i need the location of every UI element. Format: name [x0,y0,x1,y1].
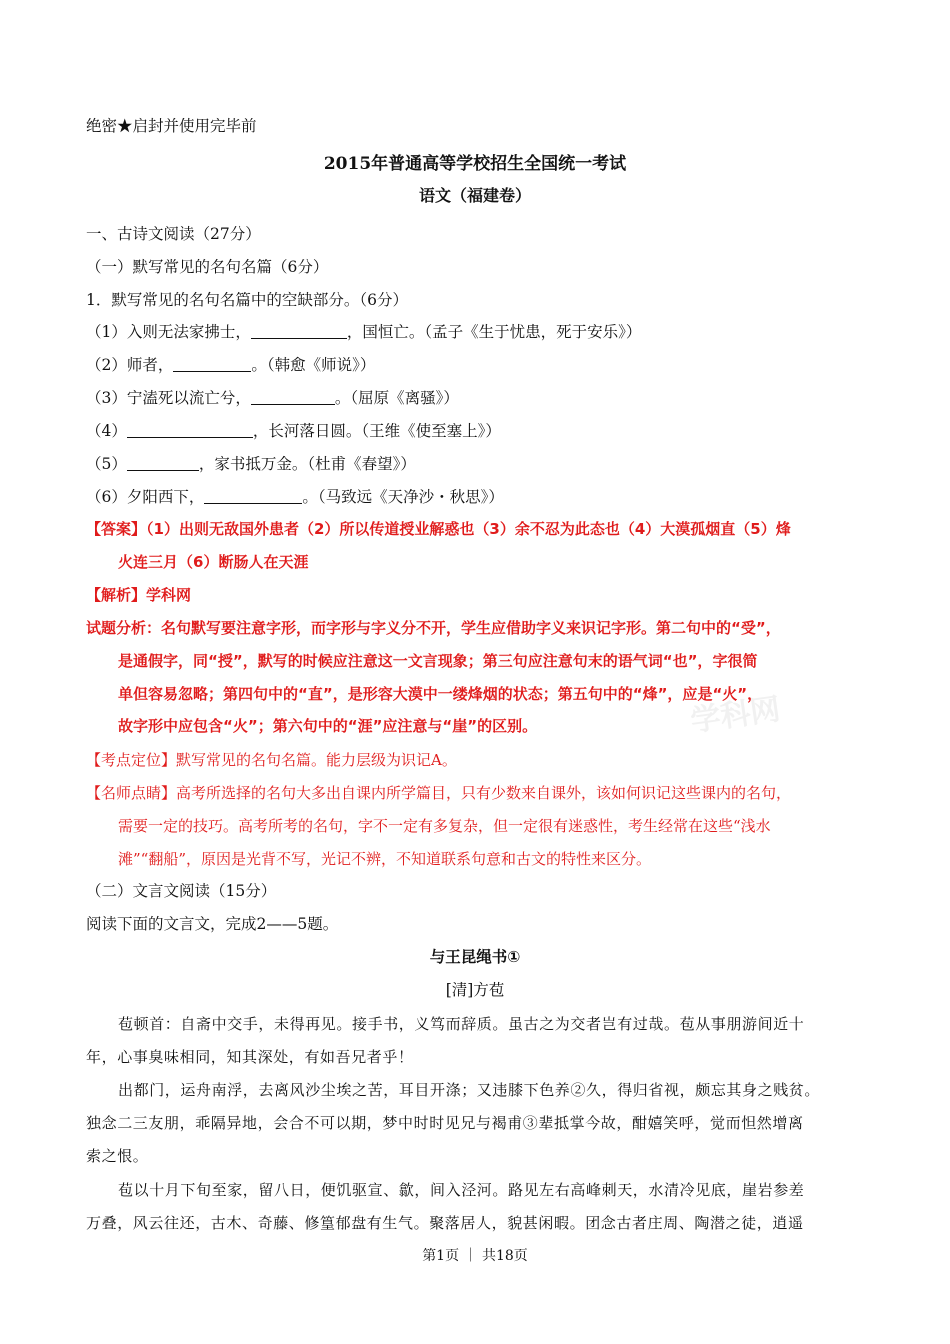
kaodian-block [86,748,866,772]
fill-item [86,320,866,344]
analysis-label: 【解析】 [86,586,147,604]
analysis-source: 学科网 [146,586,192,604]
answer-text-cont: 火连三月（6）断肠人在天涯 [118,553,309,571]
passage-line: 索之恨。 [86,1147,149,1165]
passage-title: 与王昆绳书① [429,948,521,966]
exam-subtitle: 语文（福建卷） [418,186,531,205]
part1-heading: （一）默写常见的名句名篇（6分） [86,258,329,276]
kaodian-label: 【考点定位】 [86,751,177,769]
exam-title: 2015年普通高等学校招生全国统一考试 [323,154,627,174]
mingshi-label: 【名师点睛】 [86,784,177,802]
mingshi-block [86,781,866,805]
watermark: 学科网 [688,691,783,740]
fill-item-before: （2）师者， [86,356,174,374]
page-footer: 第1页 ｜ 共18页 [422,1248,528,1264]
passage-line: 万叠，风云往还，古木、奇藤、修篁郁盘有生气。聚落居人，貌甚闲暇。团念古者庄周、陶潜之徒，逍遥 [86,1214,804,1232]
fill-item-after: ，长河落日圆。（王维《使至塞上》） [252,422,501,440]
passage-line: 出都门，运舟南浮，去离风沙尘埃之苦，耳目开涤；又违膝下色养②久，得归省视，颇忘其身之贱贫。 [118,1081,821,1099]
analysis-line: 是通假字，同“授”，默写的时候应注意这一文言现象；第三句应注意句末的语气词“也”，字很简 [118,652,758,670]
passage-author: [清]方苞 [445,981,505,999]
fill-item-after: 。（马致远《天净沙・秋思》） [302,488,504,506]
fill-item-after: ，家书抵万金。（杜甫《春望》） [198,455,416,473]
mingshi-line: 需要一定的技巧。高考所考的名句，字不一定有多复杂，但一定很有迷惑性，考生经常在这些“浅水 [118,817,771,835]
passage-line: 独念二三友朋，乖隔异地，会合不可以期，梦中时时见兄与褐甫③辈抵掌今故，酣嬉笑呼，觉而怛然增离 [86,1114,804,1132]
fill-item-before: （1）入则无法家拂士， [86,323,251,341]
part2-instruction: 阅读下面的文言文，完成2——5题。 [86,915,339,933]
question-stem: 1．默写常见的名句名篇中的空缺部分。（6分） [86,291,408,309]
fill-item-before: （5） [86,455,127,473]
passage-line: 苞顿首：自斋中交手，未得再见。接手书，义笃而辞质。虽古之为交者岂有过哉。苞从事朋游间近十 [118,1015,805,1033]
answer-blank[interactable] [251,322,347,339]
answer-block [86,517,866,541]
analysis-line: 故字形中应包含“火”；第六句中的“涯”应注意与“崖”的区别。 [118,717,538,735]
analysis-line: 单但容易忽略；第四句中的“直”，是形容大漠中一缕烽烟的状态；第五句中的“烽”，应是“火”， [118,685,763,703]
answer-blank[interactable] [127,421,253,438]
fill-item-before: （3）宁溘死以流亡兮， [86,389,251,407]
answer-blank[interactable] [127,454,199,471]
answer-label: 【答案】 [86,520,147,538]
answer-blank[interactable] [173,355,251,372]
passage-line: 苞以十月下旬至家，留八日，便饥驱宣、歙，间入泾河。路见左右高峰刺天，水清冷见底，崖岩参差 [118,1181,805,1199]
fill-item [86,419,866,443]
fill-item-after: ，国恒亡。（孟子《生于忧患，死于安乐》） [346,323,642,341]
answer-blank[interactable] [204,487,302,504]
fill-item-before: （4） [86,422,127,440]
analysis-heading [86,583,866,607]
fill-item [86,452,866,476]
mingshi-line: 滩”“翻船”，原因是光背不写，光记不辨，不知道联系句意和古文的特性来区分。 [118,850,652,868]
fill-item [86,386,866,410]
part2-heading: （二）文言文阅读（15分） [86,882,277,900]
passage-line: 年，心事臭味相同，知其深处，有如吾兄者乎！ [86,1048,414,1066]
answer-text: （1）出则无敌国外患者（2）所以传道授业解惑也（3）余不忍为此态也（4）大漠孤烟直（5）烽 [146,520,791,538]
fill-item-before: （6）夕阳西下， [86,488,205,506]
analysis-line: 试题分析：名句默写要注意字形，而字形与字义分不开，学生应借助字义来识记字形。第二句中的“受”， [86,619,781,637]
answer-blank[interactable] [251,388,335,405]
fill-item-after: 。（韩愈《师说》） [251,356,376,374]
fill-item-after: 。（屈原《离骚》） [334,389,459,407]
kaodian-text: 默写常见的名句名篇。能力层级为识记A。 [176,751,457,769]
fill-item [86,353,866,377]
mingshi-text: 高考所选择的名句大多出自课内所学篇目，只有少数来自课外，该如何识记这些课内的名句， [176,784,792,802]
secret-label: 绝密★启封并使用完毕前 [86,117,257,135]
fill-item [86,485,866,509]
section-heading: 一、古诗文阅读（27分） [86,225,261,243]
